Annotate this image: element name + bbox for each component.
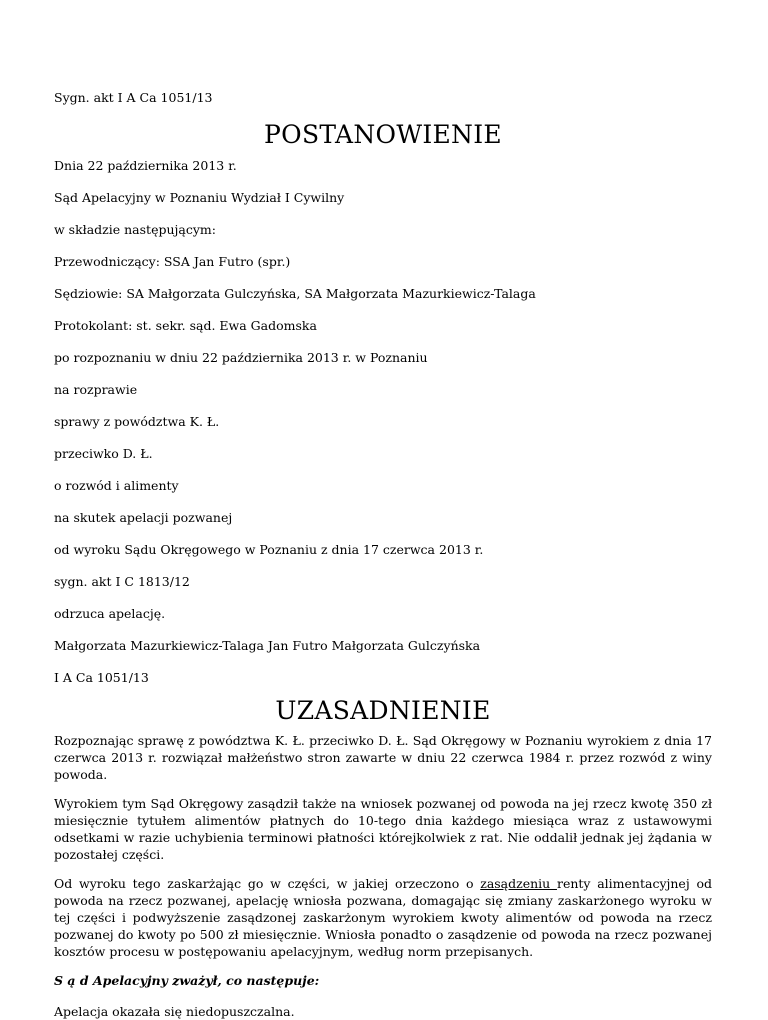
composition-label: w składzie następującym: — [54, 222, 216, 237]
lower-court-signature: sygn. akt I C 1813/12 — [54, 574, 190, 589]
court-considerations-heading: S ą d Apelacyjny zważył, co następuje: — [54, 973, 320, 988]
paragraph-3-rest: renty alimentacyjnej od powoda na rzecz pozwanej, apelację wniosła pozwana, domagając się zmiany zaskarżonego wyroku w tej części i podwyższenie zasądzonej zaskarżonym wyrokiem kwoty alimentów od powoda na rzecz pozwanej do kwoty po 500 zł miesięcznie. Wniosła ponadto o zasądzenie od powoda na rzecz pozwanej kosztów procesu w postępowaniu apelacyjnym, według norm przepisanych. — [54, 876, 712, 959]
plaintiff: sprawy z powództwa K. Ł. — [54, 414, 220, 429]
judges-signatures: Małgorzata Mazurkiewicz-Talaga Jan Futro Małgorzata Gulczyńska — [54, 638, 481, 653]
appealed-judgment: od wyroku Sądu Okręgowego w Poznaniu z dnia 17 czerwca 2013 r. — [54, 542, 484, 557]
clerk: Protokolant: st. sekr. sąd. Ewa Gadomska — [54, 318, 317, 333]
hearing-date: po rozpoznaniu w dniu 22 października 2013 r. w Poznaniu — [54, 350, 428, 365]
justification-paragraph-4: Apelacja okazała się niedopuszczalna. — [54, 1004, 295, 1019]
paragraph-3-start: Od wyroku tego zaskarżając go w części, w jakiej orzeczono o — [54, 876, 481, 891]
justification-paragraph-3 — [54, 875, 712, 960]
justification-paragraph-2: Wyrokiem tym Sąd Okręgowy zasądził także na wniosek pozwanej od powoda na jej rzecz kwotę 350 zł miesięcznie tytułem alimentów płatnych do 10-tego dnia każdego miesiąca wraz z ustawowymi odsetkami w razie uchybienia terminowi płatności którejkolwiek z rat. Nie oddalił jednak jej żądania w pozostałej części. — [54, 796, 712, 862]
ruling: odrzuca apelację. — [54, 606, 166, 621]
judges: Sędziowie: SA Małgorzata Gulczyńska, SA Małgorzata Mazurkiewicz-Talaga — [54, 286, 536, 301]
appeal-basis: na skutek apelacji pozwanej — [54, 510, 233, 525]
court-name: Sąd Apelacyjny w Poznaniu Wydział I Cywilny — [54, 190, 345, 205]
underlined-term: zasądzeniu — [480, 876, 557, 891]
case-signature: Sygn. akt I A Ca 1051/13 — [54, 90, 213, 105]
justification-signature: I A Ca 1051/13 — [54, 670, 149, 685]
case-subject: o rozwód i alimenty — [54, 478, 179, 493]
justification-paragraph-1: Rozpoznając sprawę z powództwa K. Ł. przeciwko D. Ł. Sąd Okręgowy w Poznaniu wyrokiem z dnia 17 czerwca 2013 r. rozwiązał małżeństwo stron zawarte w dniu 22 czerwca 1984 r. przez rozwód z winy powoda. — [54, 733, 712, 782]
decision-date: Dnia 22 października 2013 r. — [54, 158, 237, 173]
presiding-judge: Przewodniczący: SSA Jan Futro (spr.) — [54, 254, 291, 269]
decision-title: POSTANOWIENIE — [264, 120, 502, 149]
justification-title: UZASADNIENIE — [275, 696, 491, 725]
defendant: przeciwko D. Ł. — [54, 446, 153, 461]
hearing-type: na rozprawie — [54, 382, 138, 397]
